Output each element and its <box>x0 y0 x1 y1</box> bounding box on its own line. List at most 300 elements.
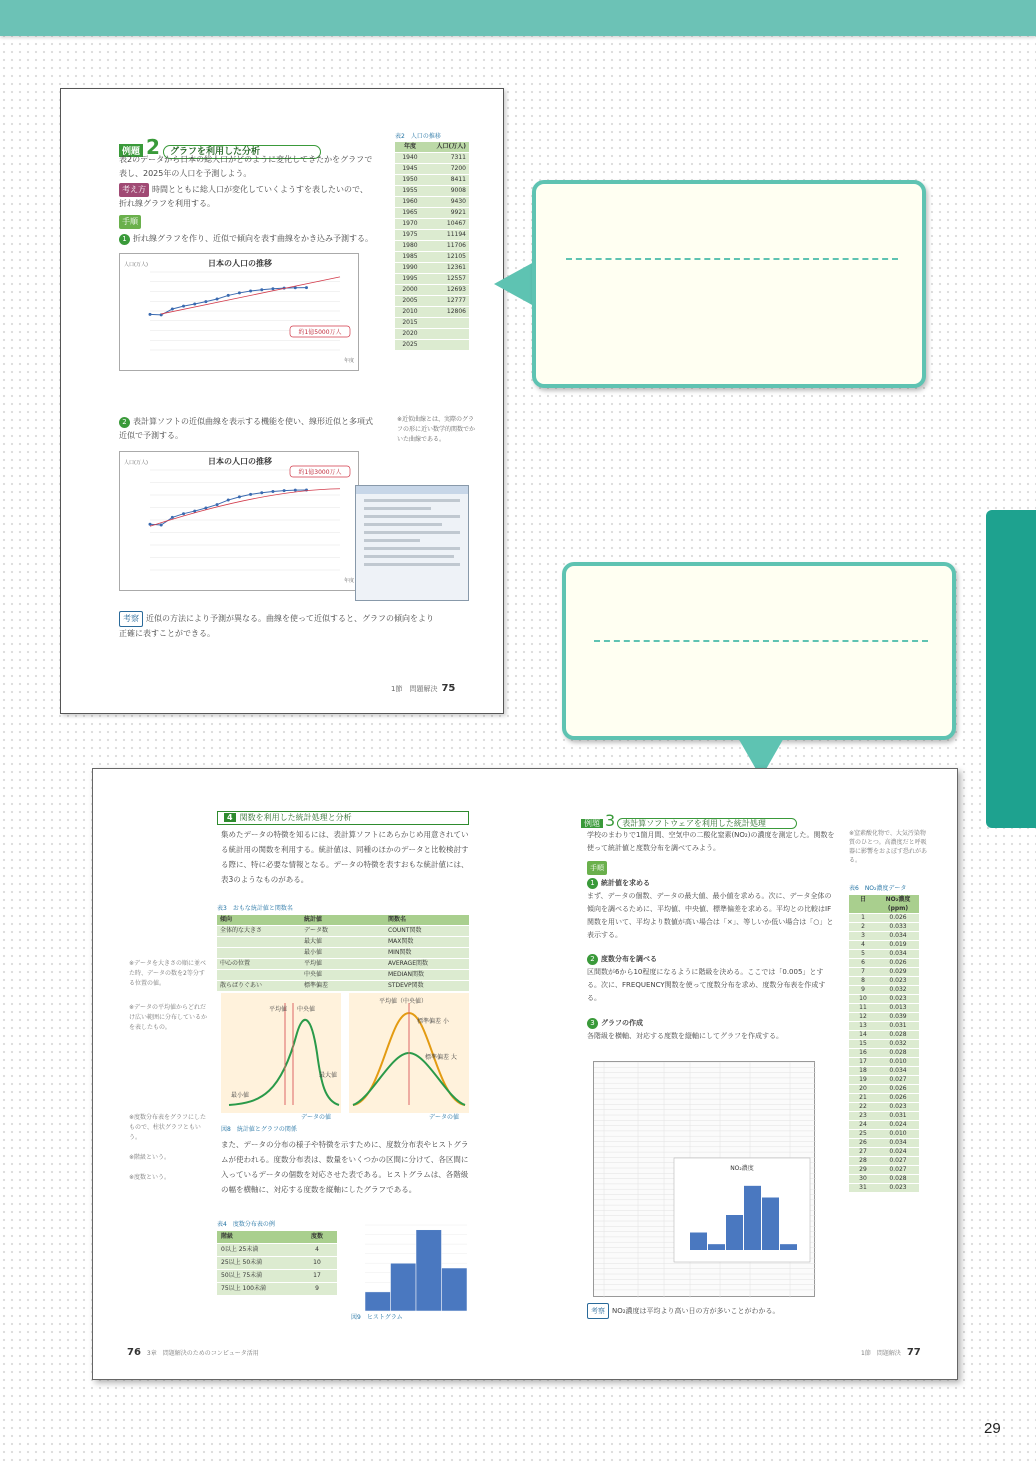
example-3-intro: 学校のまわりで1箇月間、空気中の二酸化窒素(NO₂)の濃度を測定した。関数を使って統計値と度数分布を調べてみよう。 <box>587 831 835 852</box>
population-point <box>182 305 185 308</box>
ex3-step-1 <box>587 877 837 942</box>
left-margin-notes <box>129 959 209 1183</box>
callout-2-blank-line <box>594 640 928 642</box>
table-6-row <box>849 1066 919 1075</box>
table-6-row-cell: 30 <box>859 1175 867 1182</box>
population-chart-1 <box>119 253 359 371</box>
population-point <box>249 493 252 496</box>
table-6-row-cell: 23 <box>859 1112 867 1119</box>
population-row-cell: 1970 <box>402 220 418 227</box>
table-6-row-cell: 3 <box>861 932 865 939</box>
table-3-row <box>217 969 469 980</box>
table-3-h3: 関数名 <box>388 916 407 923</box>
table-6-row-cell: 0.024 <box>889 1148 907 1155</box>
population-point <box>271 287 274 290</box>
population-row-cell: 1940 <box>402 154 418 161</box>
population-row <box>395 317 469 328</box>
population-row-cell: 1995 <box>402 275 418 282</box>
table-6-row-cell: 29 <box>859 1166 867 1173</box>
sheet-histogram-bar <box>744 1186 761 1250</box>
table-3-row <box>217 980 469 991</box>
table-6-caption: 表6 NO₂濃度データ <box>849 885 907 892</box>
table-3-row-cell: AVERAGE関数 <box>388 960 428 967</box>
table-6-row-cell: 16 <box>859 1049 867 1056</box>
population-row-cell: 1955 <box>402 187 418 194</box>
table-6-row-cell: 0.023 <box>889 1184 907 1191</box>
table-6-row <box>849 1111 919 1120</box>
table-3-row-cell: COUNT関数 <box>388 927 422 934</box>
procedure-label: 手順 <box>119 215 141 229</box>
table-3-row-cell: MAX関数 <box>388 938 414 945</box>
population-row <box>395 273 469 284</box>
table-6-row-cell: 5 <box>861 950 865 957</box>
table-4-h1: 階級 <box>221 1233 234 1240</box>
trendline-dialog-screenshot <box>355 485 469 601</box>
histogram-bar <box>365 1292 391 1311</box>
table-3-h2: 統計値 <box>304 916 323 923</box>
table-6-row-cell: 9 <box>861 986 865 993</box>
table-6-row-cell: 0.034 <box>889 950 907 957</box>
example-3-tag: 例題 <box>581 819 603 828</box>
population-row-cell: 1945 <box>402 165 418 172</box>
histogram-bar <box>416 1230 442 1311</box>
prediction-callout-text: 約1億5000万人 <box>298 329 342 336</box>
table-6-row-cell: 4 <box>861 941 865 948</box>
population-row <box>395 328 469 339</box>
population-row <box>395 251 469 262</box>
spreadsheet-screenshot <box>593 1061 815 1297</box>
ex3-step-3 <box>587 1017 837 1043</box>
fig8-min-label: 最小値 <box>231 1092 250 1099</box>
table-6-row-cell: 0.013 <box>889 1004 907 1011</box>
table-6-row-cell: 0.026 <box>889 1085 907 1092</box>
table-6-row-cell: 0.034 <box>889 932 907 939</box>
population-point <box>204 300 207 303</box>
table-3-row <box>217 958 469 969</box>
table-4-row-cell: 75以上 100未満 <box>221 1285 266 1292</box>
population-row <box>395 152 469 163</box>
table-4-h2: 度数 <box>310 1233 323 1240</box>
page-76-footer <box>127 1347 259 1358</box>
population-row-cell: 11194 <box>446 231 466 238</box>
table-6-row <box>849 913 919 922</box>
table-6-row-cell: 2 <box>861 923 865 930</box>
histogram-bar <box>391 1263 417 1311</box>
section-4-text: 集めたデータの特徴を知るには、表計算ソフトにあらかじめ用意されている統計用の関数を利用する。統計値は、同種のほかのデータと比較検討する際に、特に必要な情報となる。データの特徴を表すおもな統計値には、表3のようなものがある。 <box>221 830 469 884</box>
table-6-row <box>849 1165 919 1174</box>
population-row-cell <box>425 318 469 328</box>
population-row-cell: 12361 <box>446 264 466 271</box>
population-row-cell: 10467 <box>446 220 466 227</box>
table-4-frequency <box>217 1219 337 1295</box>
population-row-cell: 1985 <box>402 253 418 260</box>
section-number: 4 <box>224 813 236 822</box>
table-6-row-cell: 10 <box>859 995 867 1002</box>
population-point <box>294 489 297 492</box>
table-6-row-cell: 0.028 <box>889 1175 907 1182</box>
note-class: ※階級という。 <box>129 1154 171 1161</box>
table-6-row-cell: 8 <box>861 977 865 984</box>
footer-chapter: 3章 問題解決のためのコンピュータ活用 <box>146 1350 259 1357</box>
table-6-row-cell: 0.023 <box>889 977 907 984</box>
table-6-row-cell: 7 <box>861 968 865 975</box>
table-4-caption: 表4 度数分布表の例 <box>217 1221 275 1228</box>
consider-text: 近似の方法により予測が異なる。曲線を使って近似すると、グラフの傾向をより正確に表すことができる。 <box>119 614 434 638</box>
population-row <box>395 295 469 306</box>
ex3-step-1-title: 統計値を求める <box>601 879 650 887</box>
approx-curve-note: ※近似曲線とは、実際のグラフの形に近い数学的関数でかいた曲線である。 <box>397 416 476 443</box>
ex3-consider <box>587 1303 847 1319</box>
population-row <box>395 339 469 350</box>
population-row <box>395 218 469 229</box>
population-point <box>283 489 286 492</box>
population-row-cell: 12806 <box>446 308 466 315</box>
population-row-cell: 12105 <box>446 253 466 260</box>
textbook-page-75 <box>60 88 504 714</box>
note-frequency: ※度数という。 <box>129 1174 171 1181</box>
sheet-chart-title: NO₂濃度 <box>730 1165 754 1172</box>
section-4-heading <box>217 811 469 825</box>
table-6-row-cell: 0.024 <box>889 1121 907 1128</box>
table-6-row <box>849 1030 919 1039</box>
table-header-year: 年度 <box>403 143 416 150</box>
table-3-row-cell: 散らばりぐあい <box>220 982 263 989</box>
callout-box-1 <box>532 180 926 388</box>
table-6-row-cell: 27 <box>859 1148 867 1155</box>
table-6-no2 <box>849 883 919 1192</box>
table-6-h1: 日 <box>859 896 866 903</box>
table-3-h1: 傾向 <box>220 916 233 923</box>
fig8-sd-large-label: 標準偏差 大 <box>425 1054 457 1061</box>
table-6-row-cell: 11 <box>859 1004 867 1011</box>
footer-section: 1節 問題解決 <box>391 685 438 693</box>
population-row-cell: 7200 <box>450 165 466 172</box>
table-4-row-cell: 4 <box>315 1246 319 1253</box>
table-4-row-cell: 0以上 25未満 <box>221 1246 259 1253</box>
step-2-icon: 2 <box>119 417 130 428</box>
histogram-text: また、データの分布の様子や特徴を示すために、度数分布表やヒストグラムが使われる。度数分布表は、数量をいくつかの区間に分けて、各区間に入っているデータの個数を対応させた表である。ヒストグラムは、各階級の幅を横軸に、対応する度数を縦軸にしたグラフである。 <box>221 1140 469 1194</box>
figure-8-distribution <box>221 993 469 1121</box>
chart-ylabel: 人口(万人) <box>124 460 148 466</box>
population-point <box>249 289 252 292</box>
example-3-title: 表計算ソフトウェアを利用した統計処理 <box>617 818 797 829</box>
callout-1-pointer <box>494 262 534 306</box>
population-point <box>260 491 263 494</box>
table-3-statistics <box>217 903 469 991</box>
population-row-cell: 1990 <box>402 264 418 271</box>
table-6-row-cell: 0.026 <box>889 914 907 921</box>
step-1-text: 折れ線グラフを作り、近似で傾向を表す曲線をかき込み予測する。 <box>133 234 373 243</box>
table-6-row-cell: 15 <box>859 1040 867 1047</box>
table-6-row-cell: 0.023 <box>889 995 907 1002</box>
ex3-consider-label: 考察 <box>587 1303 609 1319</box>
table-4-row-cell: 25以上 50未満 <box>221 1259 263 1266</box>
ex3-step-3-icon: 3 <box>587 1018 598 1029</box>
chart-ylabel: 人口(万人) <box>124 262 148 268</box>
table-3-row-cell: 最大値 <box>304 938 323 945</box>
population-row-cell: 7311 <box>450 154 466 161</box>
population-row-cell: 1950 <box>402 176 418 183</box>
chart-xlabel: 年度 <box>344 578 355 584</box>
table-6-row-cell: 0.031 <box>889 1112 907 1119</box>
table-6-row <box>849 1003 919 1012</box>
population-point <box>271 490 274 493</box>
table-6-row-cell: 0.010 <box>889 1130 907 1137</box>
table-6-row-cell: 18 <box>859 1067 867 1074</box>
ex3-step-3-title: グラフの作成 <box>601 1019 643 1027</box>
table-6-row-cell: 0.027 <box>889 1076 907 1083</box>
population-row-cell: 2010 <box>402 308 418 315</box>
table-6-row-cell: 0.032 <box>889 1040 907 1047</box>
table-6-row <box>849 1084 919 1093</box>
table-6-row-cell: 0.026 <box>889 959 907 966</box>
ex3-step-2-text: 区間数が6から10程度になるように階級を決める。ここでは「0.005」とする。次に、FREQUENCY関数を使って度数分布を求め、度数分布表を作成する。 <box>587 968 826 1002</box>
population-chart-2 <box>119 451 359 591</box>
ex3-step-1-icon: 1 <box>587 878 598 889</box>
population-row-cell: 9921 <box>450 209 466 216</box>
table-6-row-cell: 25 <box>859 1130 867 1137</box>
table-6-row-cell: 13 <box>859 1022 867 1029</box>
fig8-sd-small-label: 標準偏差 小 <box>417 1018 449 1025</box>
table-3-row-cell: 中心の位置 <box>220 960 251 967</box>
table-6-row-cell: 0.033 <box>889 923 907 930</box>
population-row <box>395 174 469 185</box>
population-point <box>238 495 241 498</box>
table-6-row-cell: 0.031 <box>889 1022 907 1029</box>
chart-xlabel: 年度 <box>344 358 355 364</box>
table-6-row-cell: 0.029 <box>889 968 907 975</box>
table-6-row <box>849 1147 919 1156</box>
table-6-row-cell: 12 <box>859 1013 867 1020</box>
population-row-cell: 9430 <box>450 198 466 205</box>
table-4-row <box>217 1282 337 1295</box>
ex3-step-2-icon: 2 <box>587 954 598 965</box>
table-6-row <box>849 1039 919 1048</box>
population-point <box>149 523 152 526</box>
table-6-row <box>849 994 919 1003</box>
table-6-row-cell: 0.027 <box>889 1166 907 1173</box>
table-6-row <box>849 1174 919 1183</box>
population-row-cell: 9008 <box>450 187 466 194</box>
table-6-row <box>849 931 919 940</box>
table-3-row-cell <box>217 937 301 947</box>
table-4-row <box>217 1243 337 1256</box>
table-6-row-cell: 0.032 <box>889 986 907 993</box>
figure-9-histogram <box>355 1221 471 1321</box>
population-point <box>305 286 308 289</box>
table-3-header <box>217 914 469 925</box>
table-3-row-cell: MIN関数 <box>388 949 412 956</box>
table-6-row-cell: 20 <box>859 1085 867 1092</box>
textbook-spread-76-77 <box>92 768 958 1380</box>
figure-9-caption: 図9 ヒストグラム <box>351 1314 403 1321</box>
fig8-mean-median-label: 平均値（中央値） <box>379 998 428 1005</box>
prediction-callout-text: 約1億3000万人 <box>298 469 342 476</box>
table-6-row-cell: 22 <box>859 1103 867 1110</box>
page-number: 29 <box>984 1420 1001 1437</box>
example-title: グラフを利用した分析 <box>163 145 321 159</box>
table-6-row-cell: 14 <box>859 1031 867 1038</box>
population-row-cell: 2005 <box>402 297 418 304</box>
population-point <box>227 499 230 502</box>
step-1-icon: 1 <box>119 234 130 245</box>
population-row-cell <box>425 329 469 339</box>
step-1 <box>119 232 379 246</box>
table-6-row <box>849 922 919 931</box>
fig8-mean-label: 平均値 <box>269 1006 288 1013</box>
table-6-row <box>849 985 919 994</box>
folio-76: 76 <box>127 1347 141 1358</box>
table-6-row-cell: 0.034 <box>889 1139 907 1146</box>
population-row-cell: 11706 <box>446 242 466 249</box>
side-chapter-tab <box>986 510 1036 828</box>
population-row-cell: 1960 <box>402 198 418 205</box>
table-3-row <box>217 947 469 958</box>
table-6-row <box>849 949 919 958</box>
population-row <box>395 284 469 295</box>
example-tag: 例題 <box>119 144 143 157</box>
approach-label: 考え方 <box>119 183 149 197</box>
note-median: ※データを大きさの順に並べた時、データの数を2等分する位置の値。 <box>129 960 207 987</box>
table-6-row <box>849 1156 919 1165</box>
population-point <box>216 503 219 506</box>
population-row <box>395 229 469 240</box>
population-row-cell: 1965 <box>402 209 418 216</box>
table-6-row <box>849 1138 919 1147</box>
fig8-axis-label-1: データの値 <box>301 1114 332 1121</box>
table-6-row-cell: 0.028 <box>889 1049 907 1056</box>
folio-77: 77 <box>906 1347 921 1358</box>
table-header-population: 人口(万人) <box>436 143 466 150</box>
table-6-row <box>849 1021 919 1030</box>
example-intro: 表2のデータから日本の総人口がどのように変化してきたかをグラフで表し、2025年の人口を予測しよう。 <box>119 155 373 178</box>
trend-line <box>161 277 340 314</box>
population-point <box>204 506 207 509</box>
page-77-footer <box>861 1347 921 1358</box>
population-row <box>395 207 469 218</box>
sheet-histogram-bar <box>726 1215 743 1250</box>
table-6-row <box>849 1075 919 1084</box>
population-row <box>395 185 469 196</box>
population-row-cell: 12557 <box>446 275 466 282</box>
table-6-row-cell: 0.027 <box>889 1157 907 1164</box>
table-3-row-cell <box>217 948 301 958</box>
population-point <box>227 294 230 297</box>
note-stddev: ※データの平均値からどれだけ広い範囲に分布しているかを表したもの。 <box>129 1004 208 1031</box>
sheet-histogram-bar <box>762 1198 779 1251</box>
ex3-step-2-title: 度数分布を調べる <box>601 955 657 963</box>
population-point <box>216 297 219 300</box>
table-6-row <box>849 1120 919 1129</box>
sheet-histogram-bar <box>690 1233 707 1251</box>
table-6-row <box>849 1057 919 1066</box>
note-histogram: ※度数分布表をグラフにしたもので、柱状グラフともいう。 <box>129 1114 207 1141</box>
population-row <box>395 240 469 251</box>
step-2 <box>119 415 379 443</box>
population-point <box>149 313 152 316</box>
section-title: 関数を利用した統計処理と分析 <box>239 813 352 822</box>
example-number: 2 <box>146 135 160 159</box>
table-3-row-cell: MEDIAN関数 <box>388 971 424 978</box>
sheet-histogram-bar <box>780 1244 797 1250</box>
figure-8-caption: 図8 統計値とグラフの関係 <box>221 1126 297 1133</box>
histogram-bar <box>442 1268 468 1311</box>
table-3-row-cell: 全体的な大きさ <box>220 927 263 934</box>
table-2-header <box>395 142 469 152</box>
population-row-cell: 2000 <box>402 286 418 293</box>
table-3-caption: 表3 おもな統計値と関数名 <box>217 905 293 912</box>
folio-75: 75 <box>441 683 456 694</box>
table-2-caption: 表2 人口の推移 <box>395 133 441 140</box>
population-row-cell: 1975 <box>402 231 418 238</box>
table-6-row-cell: 28 <box>859 1157 867 1164</box>
table-6-row-cell: 17 <box>859 1058 867 1065</box>
table-6-row <box>849 940 919 949</box>
table-4-row <box>217 1269 337 1282</box>
ex3-step-1-text: まず、データの個数、データの最大値、最小値を求める。次に、データ全体の傾向を調べるために、平均値、中央値、標準偏差を求める。平均との比較はIF関数を用いて、平均より数値が高い場合は「×」、等しいか低い場合は「○」と表示する。 <box>587 892 834 939</box>
fig8-max-label: 最大値 <box>319 1072 338 1079</box>
population-row <box>395 262 469 273</box>
fig8-axis-label-2: データの値 <box>429 1114 460 1121</box>
table-6-row-cell: 24 <box>859 1121 867 1128</box>
table-3-row-cell: 最小値 <box>304 949 323 956</box>
table-4-row-cell: 17 <box>313 1272 321 1279</box>
ex3-procedure <box>587 861 610 875</box>
callout-box-2 <box>562 562 956 740</box>
chart-title: 日本の人口の推移 <box>208 457 272 466</box>
population-point <box>193 303 196 306</box>
population-point <box>238 291 241 294</box>
consider-label: 考察 <box>119 611 143 627</box>
table-6-row <box>849 967 919 976</box>
table-6-row <box>849 1102 919 1111</box>
callout-1-blank-line <box>566 258 898 260</box>
population-row-cell: 2015 <box>402 319 418 326</box>
approach-text: 時間とともに総人口が変化していくようすを表したいので、折れ線グラフを利用する。 <box>119 185 368 208</box>
sheet-histogram-bar <box>708 1244 725 1250</box>
table-6-row-cell: 0.034 <box>889 1067 907 1074</box>
population-row <box>395 306 469 317</box>
footer-section-77: 1節 問題解決 <box>861 1350 901 1357</box>
population-point <box>182 512 185 515</box>
table-3-row-cell: データ数 <box>304 927 329 934</box>
table-4-row <box>217 1256 337 1269</box>
table-6-row-cell: 0.026 <box>889 1094 907 1101</box>
procedure-block <box>119 215 373 229</box>
no2-margin-note: ※窒素酸化物で、大気汚染物質のひとつ。高濃度だと呼吸器に影響をおよぼす恐れがある。 <box>849 830 928 864</box>
population-row-cell: 2020 <box>402 330 418 337</box>
table-6-row <box>849 1129 919 1138</box>
population-row <box>395 163 469 174</box>
table-6-row-cell: 26 <box>859 1139 867 1146</box>
table-3-row <box>217 925 469 936</box>
table-3-row-cell: 中央値 <box>304 971 323 978</box>
population-point <box>171 307 174 310</box>
table-6-row-cell: 0.039 <box>889 1013 907 1020</box>
ex3-step-3-text: 各階級を横軸、対応する度数を縦軸にしてグラフを作成する。 <box>587 1032 783 1040</box>
table-3-row-cell: 平均値 <box>304 960 323 967</box>
table-6-row <box>849 1183 919 1192</box>
chart-title: 日本の人口の推移 <box>208 259 272 268</box>
table-6-row-cell: 6 <box>861 959 865 966</box>
table-4-row-cell: 10 <box>313 1259 321 1266</box>
table-6-row-cell: 0.019 <box>889 941 907 948</box>
population-point <box>160 524 163 527</box>
population-row-cell: 12777 <box>446 297 466 304</box>
example-3-heading <box>581 811 831 830</box>
table-4-row-cell: 50以上 75未満 <box>221 1272 263 1279</box>
table-4-header <box>217 1230 337 1243</box>
